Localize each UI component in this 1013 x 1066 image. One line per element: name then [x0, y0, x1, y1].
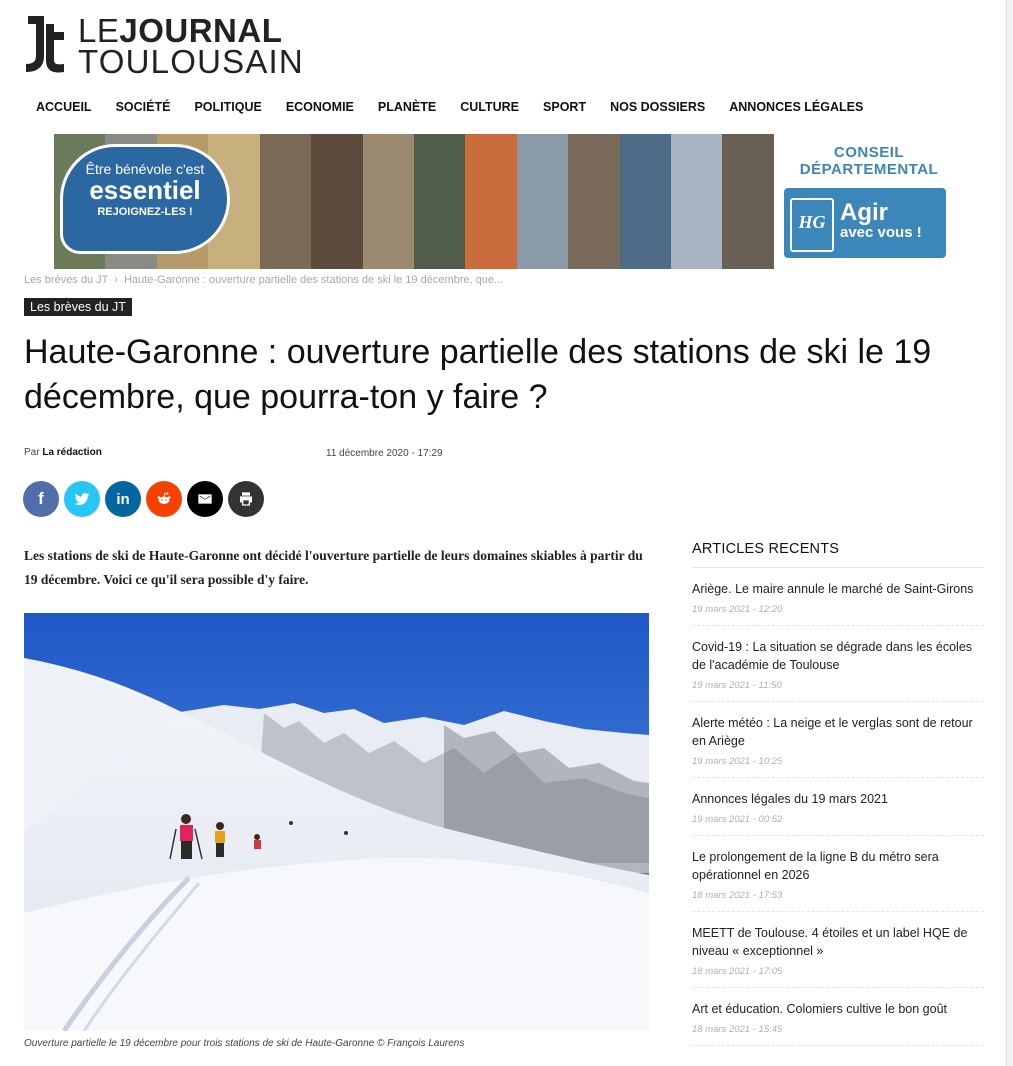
recent-article-title[interactable]: MEETT de Toulouse. 4 étoiles et un label HQE de niveau « exceptionnel » [692, 926, 968, 958]
ski-mountain-photo [24, 613, 649, 1031]
nav-item-7[interactable]: NOS DOSSIERS [610, 100, 706, 114]
recent-article-date: 18 mars 2021 - 15:45 [692, 1024, 783, 1035]
site-logo[interactable] [24, 12, 324, 80]
banner-bubble [60, 144, 230, 254]
byline [24, 447, 102, 458]
article-date: 11 décembre 2020 - 17:29 [326, 448, 443, 459]
facebook-icon: f [38, 489, 44, 508]
nav-item-1[interactable]: SOCIÉTÉ [115, 100, 171, 114]
breadcrumb-item-category[interactable]: Les brèves du JT [24, 274, 109, 286]
main-nav [24, 98, 875, 116]
byline-prefix: Par [24, 447, 40, 458]
nav-item-2[interactable]: POLITIQUE [194, 100, 262, 114]
banner-photo-strip [465, 134, 516, 269]
conseil-line2: DÉPARTEMENTAL [799, 161, 939, 179]
nav-item-3[interactable]: ECONOMIE [285, 100, 354, 114]
agir-text [840, 200, 922, 241]
twitter-share-button[interactable] [64, 481, 100, 517]
reddit-share-button[interactable] [146, 481, 182, 517]
recent-article-date: 19 mars 2021 - 12:20 [692, 604, 783, 615]
bubble-line1: Être bénévole c'est [85, 161, 205, 177]
recent-article-title[interactable]: Covid-19 : La situation se dégrade dans les écoles de l'académie de Toulouse [692, 640, 973, 672]
conseil-line1: CONSEIL [833, 144, 905, 161]
twitter-icon [74, 491, 90, 507]
recent-article-title[interactable]: Le prolongement de la ligne B du métro sera opérationnel en 2026 [692, 850, 939, 882]
linkedin-icon: in [116, 490, 130, 508]
banner-photo-strip [722, 134, 773, 269]
logo-toulousain: TOULOUSAIN [78, 43, 304, 80]
banner-photo-strip [260, 134, 311, 269]
recent-article-item [692, 912, 984, 988]
nav-item-0[interactable]: ACCUEIL [36, 100, 92, 114]
recent-articles-list [692, 568, 984, 1046]
recent-article-date: 18 mars 2021 - 17:05 [692, 966, 783, 977]
jt-logo-icon [24, 14, 66, 74]
linkedin-share-button[interactable] [105, 481, 141, 517]
recent-article-title[interactable]: Art et éducation. Colomiers cultive le bon goût [692, 1002, 947, 1016]
agir-line1: Agir [840, 199, 888, 226]
banner-photo-strip [311, 134, 362, 269]
banner-ad[interactable] [54, 134, 956, 269]
email-share-button[interactable] [187, 481, 223, 517]
banner-brand [774, 134, 956, 269]
image-caption: Ouverture partielle le 19 décembre pour trois stations de ski de Haute-Garonne © François Laurens [24, 1038, 465, 1049]
recent-article-title[interactable]: Alerte météo : La neige et le verglas sont de retour en Ariège [692, 716, 973, 748]
nav-item-6[interactable]: SPORT [543, 100, 587, 114]
facebook-share-button[interactable] [23, 481, 59, 517]
logo-journal: JOURNAL [119, 12, 283, 49]
banner-photo-strip [363, 134, 414, 269]
conseil-departemental [784, 144, 954, 179]
share-buttons [23, 481, 264, 517]
breadcrumb-separator: › [114, 274, 119, 286]
nav-item-5[interactable]: CULTURE [460, 100, 520, 114]
article-lead: Les stations de ski de Haute-Garonne ont décidé l'ouverture partielle de leurs domaines skiables à partir du 19 décembre. Voici ce qu'il sera possible d'y faire. [24, 548, 643, 587]
recent-article-item [692, 836, 984, 912]
bubble-line3: REJOIGNEZ-LES ! [97, 206, 193, 219]
recent-article-date: 19 mars 2021 - 10:25 [692, 756, 783, 767]
recent-articles-sidebar [692, 541, 984, 1046]
author-link[interactable]: La rédaction [42, 447, 102, 458]
recent-article-date: 19 mars 2021 - 11:50 [692, 680, 782, 691]
recent-article-title[interactable]: Annonces légales du 19 mars 2021 [692, 792, 888, 806]
breadcrumb [24, 274, 503, 286]
banner-photo-strip [517, 134, 568, 269]
recent-article-item [692, 988, 984, 1046]
agir-line2: avec vous ! [840, 224, 922, 242]
banner-photo-strip [568, 134, 619, 269]
logo-wordmark [78, 14, 304, 78]
banner-photo-strip [620, 134, 671, 269]
banner-photo-strip [671, 134, 722, 269]
article-title: Haute-Garonne : ouverture partielle des stations de ski le 19 décembre, que pourra-ton y faire ? [24, 333, 932, 416]
breadcrumb-item-current: Haute-Garonne : ouverture partielle des stations de ski le 19 décembre, que... [124, 274, 504, 286]
recent-article-item [692, 568, 984, 626]
category-badge[interactable]: Les brèves du JT [24, 298, 132, 316]
recent-article-item [692, 702, 984, 778]
print-share-button[interactable] [228, 481, 264, 517]
recent-article-item [692, 626, 984, 702]
nav-item-4[interactable]: PLANÈTE [377, 100, 437, 114]
reddit-icon [156, 491, 172, 507]
article-hero-image[interactable] [24, 613, 649, 1031]
recent-article-date: 18 mars 2021 - 17:53 [692, 890, 783, 901]
nav-item-8[interactable]: ANNONCES LÉGALES [729, 100, 864, 114]
recent-article-item [692, 778, 984, 836]
agir-box [784, 188, 946, 258]
bubble-line2: essentiel [89, 175, 201, 205]
hg-logo: HG [790, 198, 834, 252]
scrollbar-track[interactable] [1007, 0, 1013, 1066]
logo-le: LE [78, 12, 120, 49]
recent-article-date: 19 mars 2021 - 00:52 [692, 814, 783, 825]
banner-photo-strip [414, 134, 465, 269]
recent-article-title[interactable]: Ariège. Le maire annule le marché de Saint-Girons [692, 582, 974, 596]
sidebar-title: ARTICLES RECENTS [692, 541, 984, 568]
print-icon [238, 491, 254, 507]
email-icon [197, 491, 213, 507]
